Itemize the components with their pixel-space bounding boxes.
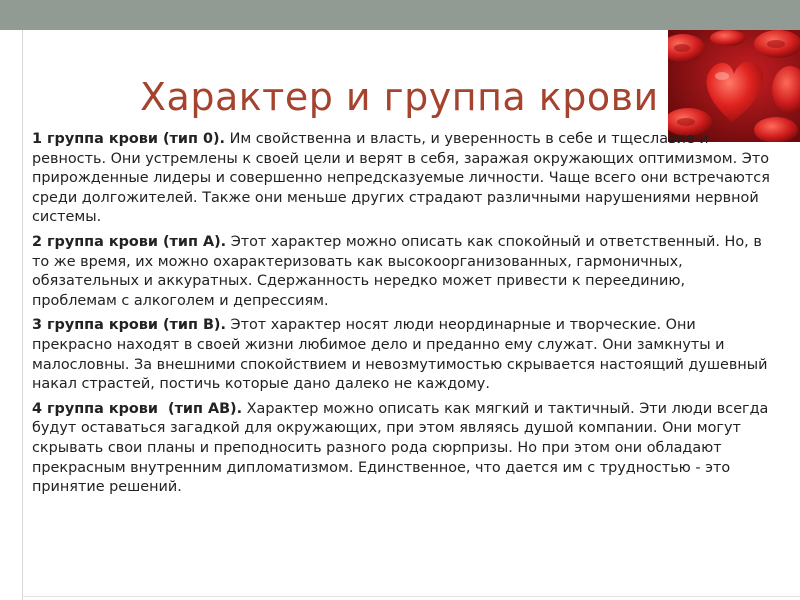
blood-type-1-text: Им свойственна и власть, и уверенность в себе и тщеславие и ревность. Они устремлены к своей цели и верят в себя, заражая окружающих оптимизмом. Это прирожденные лидеры и совершенно непредсказуемые личности. Чаще всего они встречаются среди долгожителей. Также они меньше других страдают различными нарушениями нервной системы. bbox=[32, 131, 770, 226]
blood-type-2-paragraph bbox=[32, 233, 774, 311]
blood-type-3-paragraph bbox=[32, 316, 774, 394]
slide-body bbox=[32, 130, 774, 503]
blood-type-2-text: Этот характер можно описать как спокойный и ответственный. Но, в то же время, их можно охарактеризовать как высокоорганизованных, гармоничных, обязательных и аккуратных. Сдержанность нередко может привести к переединию, проблемам с алкоголем и депрессиям. bbox=[32, 233, 762, 309]
slide-bottom-border bbox=[22, 596, 800, 597]
blood-type-4-text: Характер можно описать как мягкий и тактичный. Эти люди всегда будут оставаться загадкой для окружающих, при этом являясь душой компании. Они могут скрывать свои планы и преподносить разного рода сюрпризы. Но при этом они обладают прекрасным внутренним дипломатизмом. Единственное, что дается им с трудностью - это принятие решений. bbox=[32, 400, 769, 496]
slide-title: Характер и группа крови bbox=[140, 75, 659, 120]
blood-type-1-heading: 1 группа крови (тип 0). bbox=[32, 131, 225, 147]
blood-type-1-paragraph bbox=[32, 130, 774, 228]
red-blood-cells-heart-image bbox=[668, 30, 800, 142]
blood-type-4-paragraph bbox=[32, 400, 774, 498]
blood-type-2-heading: 2 группа крови (тип A). bbox=[32, 233, 227, 250]
blood-type-3-text: Этот характер носят люди неординарные и творческие. Они прекрасно находят в своей жизни любимое дело и преданно ему служат. Они замкнуты и малословны. За внешними спокойствием и невозмутимостью скрывается настоящий душевный накал страстей, постичь которые дано далеко не каждому. bbox=[32, 317, 768, 393]
slide-top-bar bbox=[0, 0, 800, 30]
blood-type-4-heading: 4 группа крови (тип AB). bbox=[32, 400, 243, 417]
blood-type-3-heading: 3 группа крови (тип B). bbox=[32, 317, 226, 334]
slide-left-border bbox=[22, 30, 23, 600]
